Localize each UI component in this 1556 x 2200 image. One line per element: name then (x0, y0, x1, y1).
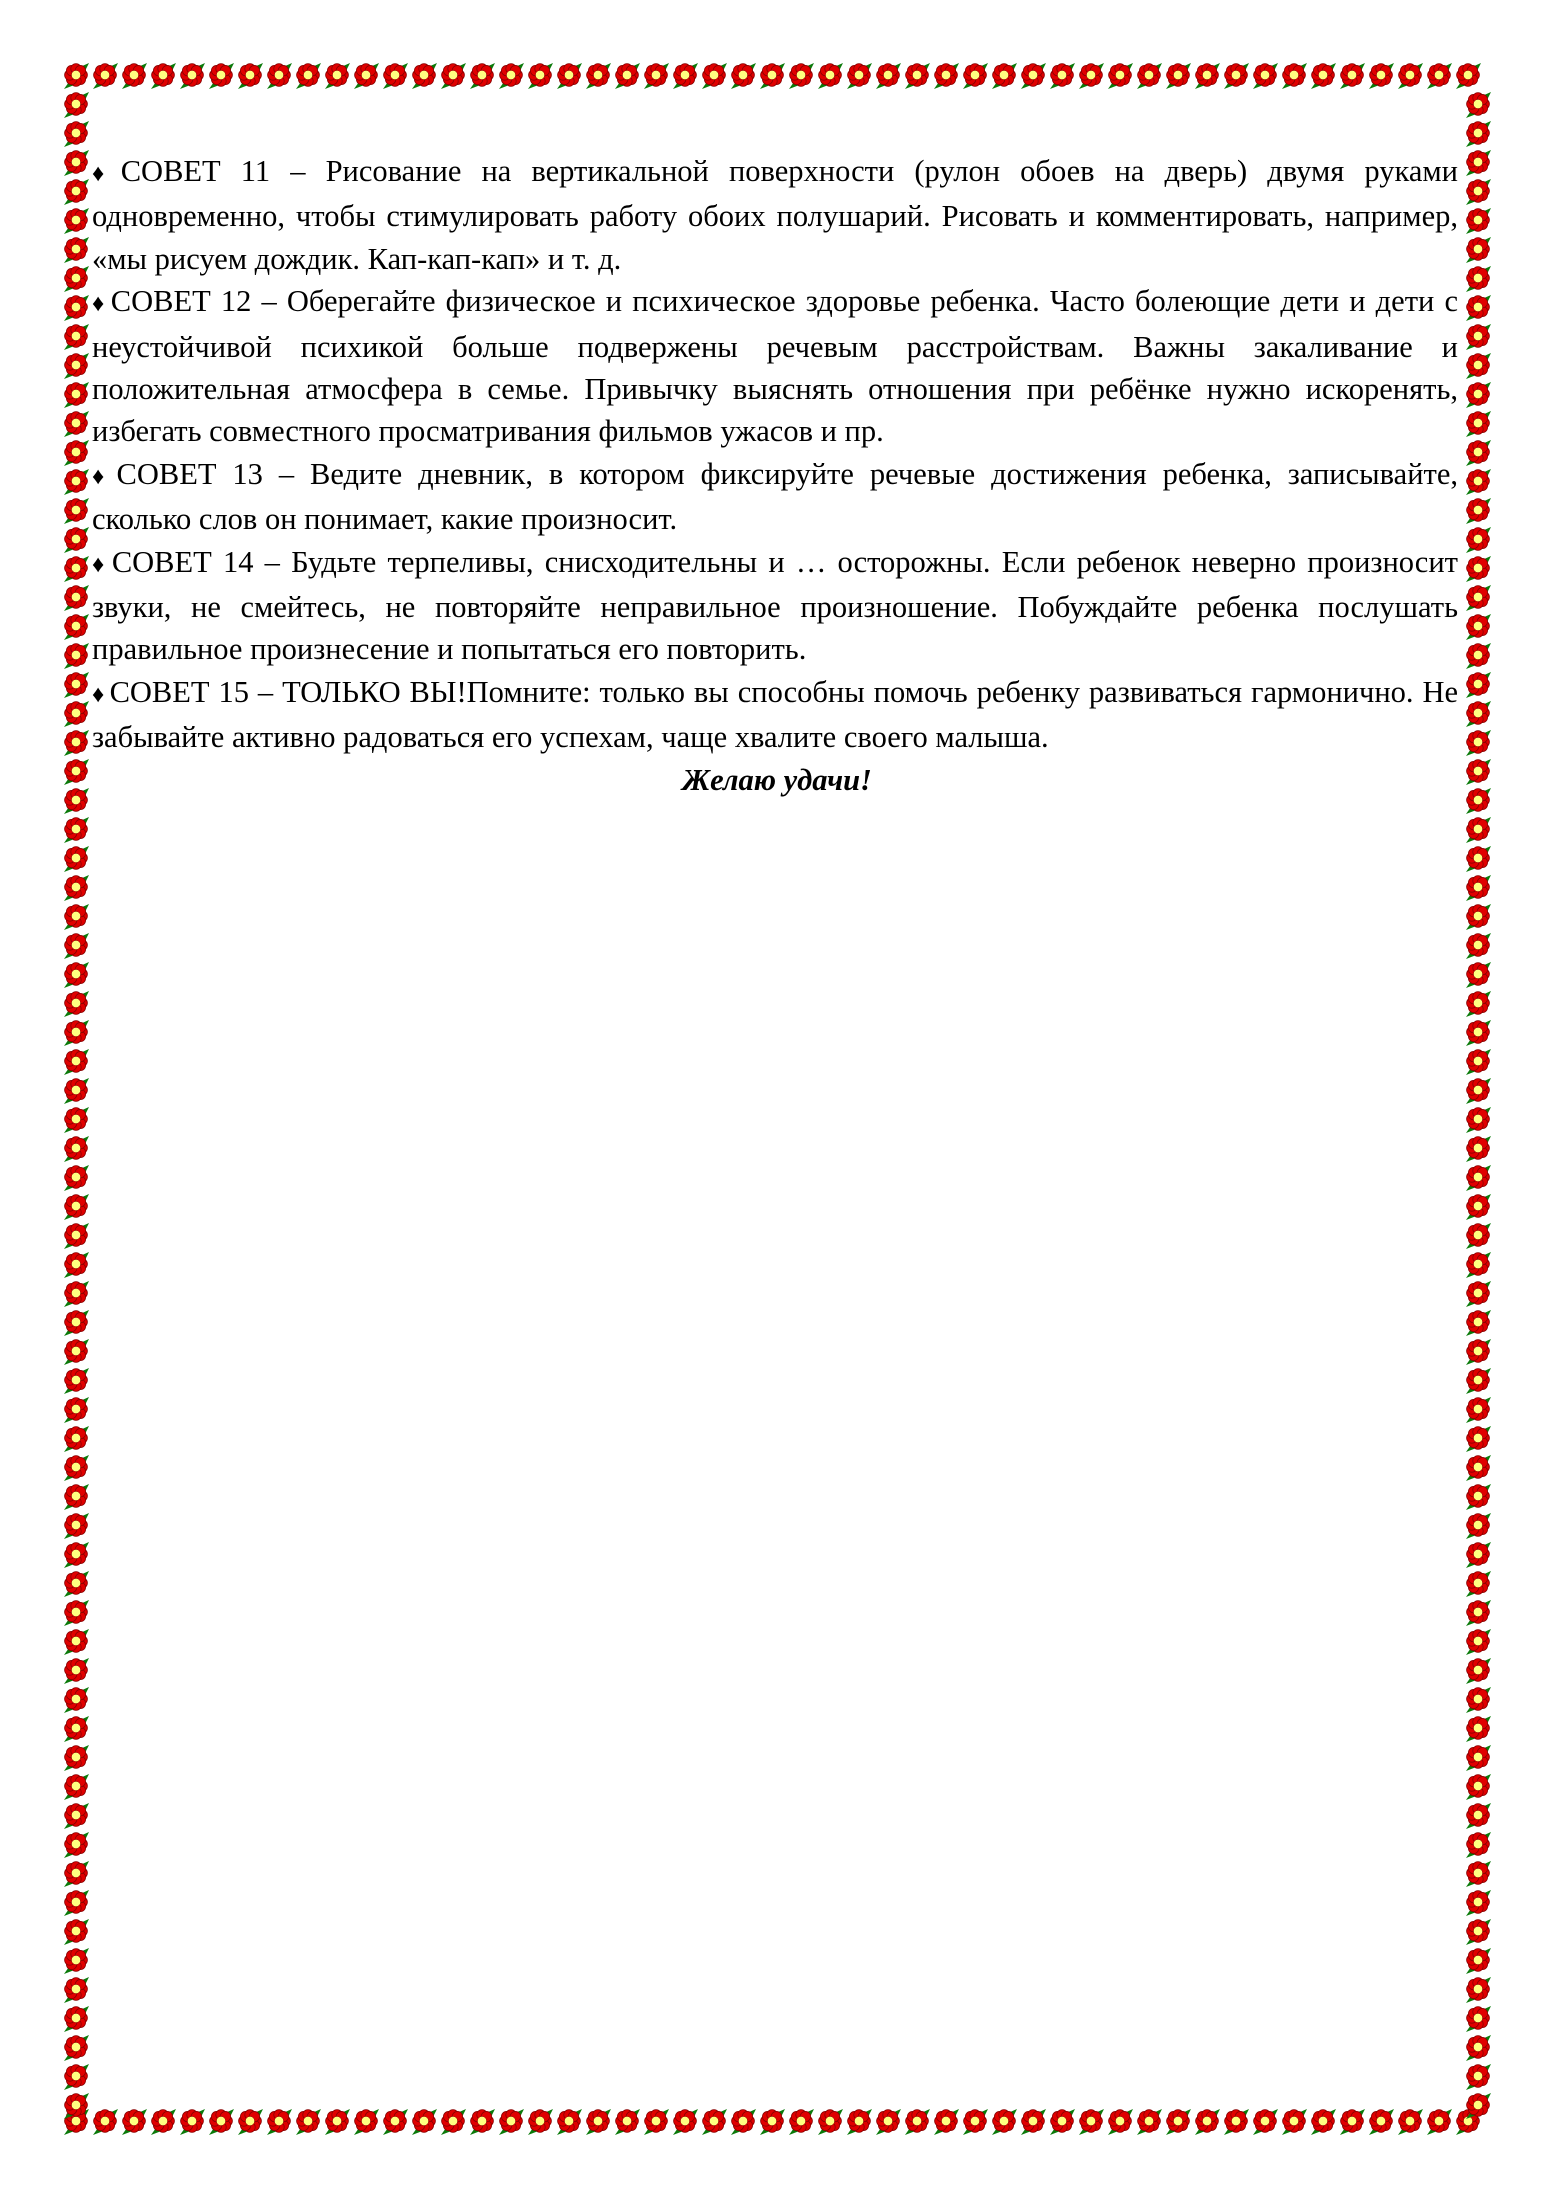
flower-icon (1464, 2063, 1493, 2092)
flower-icon (1464, 1077, 1493, 1106)
flower-icon (294, 2108, 323, 2137)
flower-icon (584, 2108, 613, 2137)
flower-icon (1164, 62, 1193, 91)
flower-icon (62, 410, 91, 439)
flower-icon (1464, 961, 1493, 990)
flower-icon (1464, 1918, 1493, 1947)
flower-icon (62, 1570, 91, 1599)
flower-icon (1464, 932, 1493, 961)
flower-icon (1464, 1019, 1493, 1048)
flower-icon (62, 990, 91, 1019)
diamond-bullet-icon: ♦ (92, 681, 106, 708)
flower-icon (1464, 1222, 1493, 1251)
flower-icon (62, 932, 91, 961)
flower-icon (381, 2108, 410, 2137)
flower-icon (1464, 642, 1493, 671)
flower-icon (1464, 1048, 1493, 1077)
flower-icon (1464, 526, 1493, 555)
flower-icon (62, 265, 91, 294)
flower-icon (1396, 62, 1425, 91)
flower-icon (932, 62, 961, 91)
flower-icon (62, 1802, 91, 1831)
flower-icon (62, 1541, 91, 1570)
tip-12 (92, 280, 1458, 453)
flower-icon (62, 961, 91, 990)
flower-icon (1464, 1454, 1493, 1483)
flower-icon (874, 2108, 903, 2137)
flower-icon (497, 2108, 526, 2137)
tip-text: СОВЕТ 11 – Рисование на вертикальной поверхности (рулон обоев на дверь) двумя руками одновременно, чтобы стимулировать работу обоих полушарий. Рисовать и комментировать, например, «мы рисуем дождик. Кап-кап-кап» и т. д. (92, 154, 1458, 276)
flower-icon (265, 62, 294, 91)
flower-icon (62, 1135, 91, 1164)
flower-icon (961, 2108, 990, 2137)
flower-icon (62, 1019, 91, 1048)
flower-icon (1309, 62, 1338, 91)
flower-icon (236, 2108, 265, 2137)
document-body (92, 150, 1458, 801)
flower-icon (1077, 62, 1106, 91)
flower-icon (62, 62, 91, 91)
flower-icon (62, 1048, 91, 1077)
flower-icon (1309, 2108, 1338, 2137)
tip-15 (92, 671, 1458, 759)
flower-icon (62, 120, 91, 149)
flower-icon (555, 62, 584, 91)
flower-icon (816, 2108, 845, 2137)
flower-icon (1464, 1715, 1493, 1744)
flower-icon (1464, 1657, 1493, 1686)
flower-border-left (62, 91, 91, 2121)
tip-13 (92, 453, 1458, 541)
flower-icon (1464, 1164, 1493, 1193)
flower-icon (1464, 323, 1493, 352)
flower-icon (1193, 62, 1222, 91)
flower-icon (845, 62, 874, 91)
flower-icon (1048, 2108, 1077, 2137)
flower-icon (62, 874, 91, 903)
flower-icon (1464, 1309, 1493, 1338)
flower-icon (1464, 1744, 1493, 1773)
flower-icon (62, 2063, 91, 2092)
flower-icon (1464, 1512, 1493, 1541)
flower-icon (1464, 1135, 1493, 1164)
flower-border-right (1464, 91, 1493, 2121)
flower-icon (62, 1715, 91, 1744)
flower-icon (149, 62, 178, 91)
flower-icon (62, 1889, 91, 1918)
flower-icon (62, 758, 91, 787)
flower-icon (62, 1976, 91, 2005)
flower-icon (1464, 729, 1493, 758)
tip-text: СОВЕТ 15 – ТОЛЬКО ВЫ!Помните: только вы способны помочь ребенку развиваться гармонично. Не забывайте активно радоваться его успехам, чаще хвалите своего малыша. (92, 674, 1459, 755)
flower-icon (990, 62, 1019, 91)
flower-icon (323, 2108, 352, 2137)
flower-icon (1338, 62, 1367, 91)
flower-icon (62, 149, 91, 178)
flower-icon (62, 1918, 91, 1947)
flower-icon (120, 2108, 149, 2137)
flower-icon (642, 2108, 671, 2137)
flower-icon (381, 62, 410, 91)
flower-icon (1019, 2108, 1048, 2137)
flower-icon (642, 62, 671, 91)
flower-icon (700, 2108, 729, 2137)
flower-icon (62, 1599, 91, 1628)
flower-icon (613, 2108, 642, 2137)
flower-icon (1135, 2108, 1164, 2137)
flower-icon (62, 845, 91, 874)
flower-icon (207, 2108, 236, 2137)
flower-icon (526, 2108, 555, 2137)
flower-icon (294, 62, 323, 91)
flower-icon (729, 2108, 758, 2137)
flower-icon (1464, 352, 1493, 381)
flower-icon (1464, 845, 1493, 874)
flower-icon (62, 1425, 91, 1454)
flower-icon (903, 2108, 932, 2137)
flower-icon (62, 700, 91, 729)
flower-icon (410, 62, 439, 91)
flower-icon (1464, 700, 1493, 729)
flower-icon (1367, 62, 1396, 91)
flower-icon (1164, 2108, 1193, 2137)
flower-icon (62, 2034, 91, 2063)
flower-icon (62, 1947, 91, 1976)
flower-icon (1464, 2005, 1493, 2034)
diamond-bullet-icon: ♦ (92, 291, 107, 318)
flower-border-bottom (62, 2108, 1483, 2137)
flower-icon (62, 613, 91, 642)
flower-icon (1464, 1802, 1493, 1831)
tip-text: СОВЕТ 13 – Ведите дневник, в котором фиксируйте речевые достижения ребенка, записывайте, сколько слов он понимает, какие произносит. (92, 456, 1459, 537)
flower-icon (1251, 62, 1280, 91)
flower-icon (1280, 62, 1309, 91)
tip-text: СОВЕТ 12 – Оберегайте физическое и психическое здоровье ребенка. Часто болеющие дети и дети с неустойчивой психикой больше подвержены речевым расстройствам. Важны закаливание и положительная атмосфера в семье. Привычку выяснять отношения при ребёнке нужно искоренять, избегать совместного просматривания фильмов ужасов и пр. (92, 284, 1458, 449)
flower-icon (1464, 120, 1493, 149)
flower-icon (352, 2108, 381, 2137)
flower-icon (961, 62, 990, 91)
flower-icon (62, 1164, 91, 1193)
flower-icon (1464, 903, 1493, 932)
flower-icon (1019, 62, 1048, 91)
flower-icon (700, 62, 729, 91)
flower-icon (62, 2005, 91, 2034)
flower-icon (1464, 1628, 1493, 1657)
flower-icon (91, 2108, 120, 2137)
flower-icon (62, 1251, 91, 1280)
flower-icon (62, 1106, 91, 1135)
flower-icon (62, 1860, 91, 1889)
flower-icon (1464, 787, 1493, 816)
flower-icon (1464, 497, 1493, 526)
closing-wish: Желаю удачи! (682, 762, 872, 797)
flower-icon (62, 1222, 91, 1251)
flower-icon (1464, 1396, 1493, 1425)
flower-icon (62, 1280, 91, 1309)
flower-icon (323, 62, 352, 91)
flower-icon (1464, 1860, 1493, 1889)
flower-icon (62, 1686, 91, 1715)
flower-icon (62, 207, 91, 236)
flower-icon (62, 381, 91, 410)
flower-icon (62, 1367, 91, 1396)
flower-icon (1464, 1541, 1493, 1570)
flower-icon (62, 1454, 91, 1483)
flower-icon (62, 178, 91, 207)
tip-text: СОВЕТ 14 – Будьте терпеливы, снисходительны и … осторожны. Если ребенок неверно произносит звуки, не смейтесь, не повторяйте неправильное произношение. Побуждайте ребенка послушать правильное произнесение и попытаться его повторить. (92, 544, 1458, 667)
flower-icon (1048, 62, 1077, 91)
flower-icon (1464, 1483, 1493, 1512)
flower-icon (62, 1744, 91, 1773)
flower-icon (1464, 758, 1493, 787)
flower-icon (787, 2108, 816, 2137)
flower-icon (584, 62, 613, 91)
flower-icon (758, 2108, 787, 2137)
flower-icon (1425, 2108, 1454, 2137)
flower-icon (62, 1657, 91, 1686)
diamond-bullet-icon: ♦ (92, 551, 108, 578)
flower-icon (1135, 62, 1164, 91)
flower-icon (1464, 1338, 1493, 1367)
flower-icon (62, 584, 91, 613)
flower-icon (613, 62, 642, 91)
flower-icon (671, 2108, 700, 2137)
flower-icon (874, 62, 903, 91)
flower-icon (1106, 2108, 1135, 2137)
flower-icon (91, 62, 120, 91)
flower-icon (671, 62, 700, 91)
flower-icon (1106, 62, 1135, 91)
flower-icon (178, 2108, 207, 2137)
flower-icon (1251, 2108, 1280, 2137)
flower-icon (62, 497, 91, 526)
flower-icon (1464, 555, 1493, 584)
flower-icon (1464, 178, 1493, 207)
flower-icon (1464, 1686, 1493, 1715)
flower-icon (62, 323, 91, 352)
flower-icon (62, 671, 91, 700)
flower-icon (1464, 1251, 1493, 1280)
flower-icon (410, 2108, 439, 2137)
flower-icon (439, 62, 468, 91)
flower-icon (1464, 1193, 1493, 1222)
flower-icon (1222, 62, 1251, 91)
flower-icon (236, 62, 265, 91)
flower-icon (62, 1338, 91, 1367)
flower-icon (62, 816, 91, 845)
flower-icon (1464, 1599, 1493, 1628)
flower-icon (1464, 1570, 1493, 1599)
flower-icon (1464, 1425, 1493, 1454)
flower-icon (62, 903, 91, 932)
flower-icon (62, 1773, 91, 1802)
flower-icon (62, 294, 91, 323)
flower-icon (1464, 1106, 1493, 1135)
flower-icon (758, 62, 787, 91)
flower-icon (352, 62, 381, 91)
flower-icon (1464, 1773, 1493, 1802)
flower-icon (149, 2108, 178, 2137)
flower-icon (62, 91, 91, 120)
flower-icon (1396, 2108, 1425, 2137)
diamond-bullet-icon: ♦ (92, 161, 117, 187)
flower-icon (468, 2108, 497, 2137)
flower-icon (62, 1628, 91, 1657)
flower-icon (62, 1483, 91, 1512)
flower-icon (1425, 62, 1454, 91)
flower-icon (1464, 439, 1493, 468)
flower-icon (62, 1512, 91, 1541)
flower-icon (62, 729, 91, 758)
flower-icon (1464, 410, 1493, 439)
flower-icon (990, 2108, 1019, 2137)
flower-icon (787, 62, 816, 91)
flower-icon (1464, 294, 1493, 323)
flower-icon (1464, 265, 1493, 294)
flower-icon (1464, 1976, 1493, 2005)
flower-icon (62, 468, 91, 497)
flower-icon (468, 62, 497, 91)
flower-icon (1464, 816, 1493, 845)
flower-icon (62, 526, 91, 555)
flower-icon (526, 62, 555, 91)
flower-icon (62, 787, 91, 816)
tip-14 (92, 541, 1458, 671)
flower-icon (1280, 2108, 1309, 2137)
flower-icon (932, 2108, 961, 2137)
flower-icon (1338, 2108, 1367, 2137)
flower-icon (62, 1396, 91, 1425)
flower-icon (120, 62, 149, 91)
flower-icon (62, 1193, 91, 1222)
flower-icon (265, 2108, 294, 2137)
flower-icon (1464, 1280, 1493, 1309)
flower-icon (1464, 584, 1493, 613)
flower-icon (1077, 2108, 1106, 2137)
flower-icon (1464, 468, 1493, 497)
flower-icon (1464, 91, 1493, 120)
flower-icon (1464, 1947, 1493, 1976)
flower-icon (1464, 1831, 1493, 1860)
flower-icon (1464, 381, 1493, 410)
flower-border-top (62, 62, 1483, 91)
diamond-bullet-icon: ♦ (92, 463, 113, 490)
flower-icon (62, 1309, 91, 1338)
flower-icon (62, 352, 91, 381)
flower-icon (555, 2108, 584, 2137)
flower-icon (62, 1077, 91, 1106)
flower-icon (62, 642, 91, 671)
tip-11 (92, 150, 1458, 280)
flower-icon (1464, 1889, 1493, 1918)
flower-icon (62, 439, 91, 468)
flower-icon (497, 62, 526, 91)
flower-icon (178, 62, 207, 91)
flower-icon (1367, 2108, 1396, 2137)
flower-icon (1464, 1367, 1493, 1396)
flower-icon (1464, 613, 1493, 642)
flower-icon (1464, 2034, 1493, 2063)
flower-icon (816, 62, 845, 91)
flower-icon (439, 2108, 468, 2137)
flower-icon (1464, 207, 1493, 236)
flower-icon (1222, 2108, 1251, 2137)
flower-icon (1464, 874, 1493, 903)
flower-icon (1454, 62, 1483, 91)
flower-icon (1464, 149, 1493, 178)
flower-icon (62, 2092, 91, 2121)
flower-icon (1464, 236, 1493, 265)
flower-icon (903, 62, 932, 91)
flower-icon (1464, 671, 1493, 700)
flower-icon (1464, 2092, 1493, 2121)
flower-icon (62, 555, 91, 584)
flower-icon (1193, 2108, 1222, 2137)
flower-icon (729, 62, 758, 91)
flower-icon (845, 2108, 874, 2137)
flower-icon (207, 62, 236, 91)
flower-icon (62, 236, 91, 265)
flower-icon (1464, 990, 1493, 1019)
flower-icon (62, 1831, 91, 1860)
